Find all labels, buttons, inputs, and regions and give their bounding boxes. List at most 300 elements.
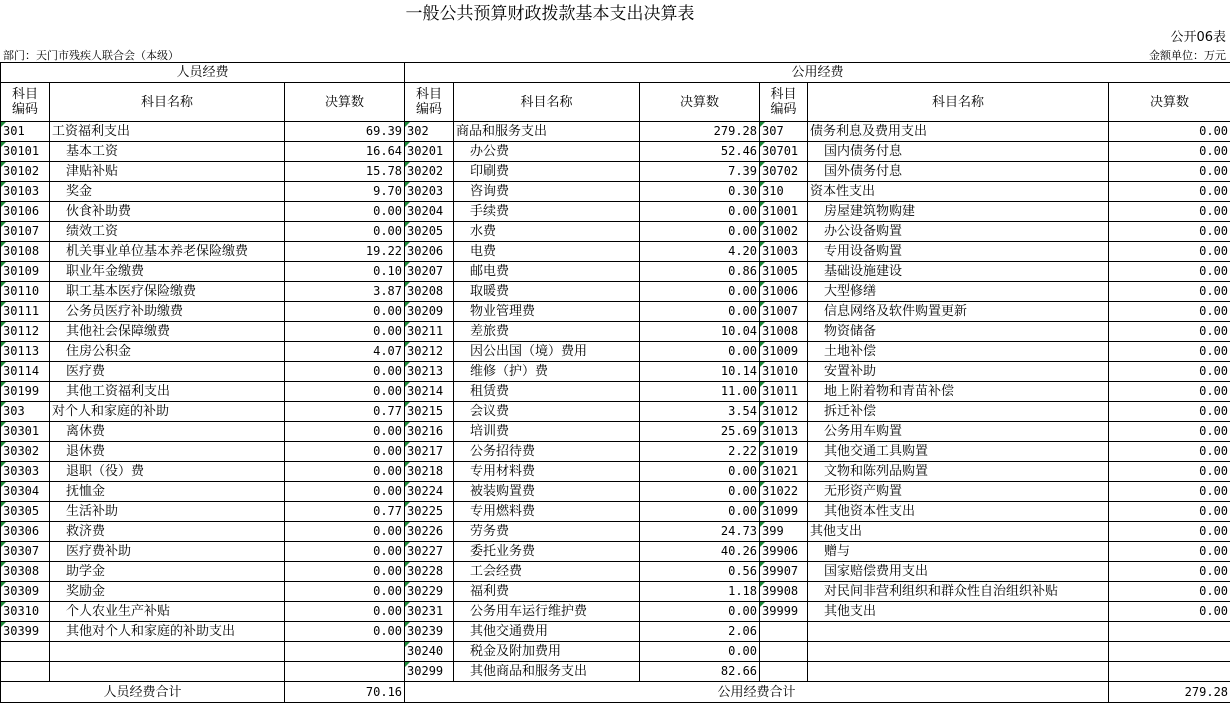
cell-name: 国内债务付息 [808,142,1109,162]
cell-code [760,622,808,642]
table-row [1,522,1230,542]
cell-amount: 10.14 [640,362,760,382]
cell-name: 生活补助 [50,502,285,522]
cell-name: 奖励金 [50,582,285,602]
cell-code: 31010 [760,362,808,382]
cell-code: 30212 [405,342,454,362]
cell-amount: 2.22 [640,442,760,462]
cell-amount: 0.00 [285,362,405,382]
cell-code: 31012 [760,402,808,422]
cell-amount: 0.00 [640,502,760,522]
cell-code: 30108 [1,242,50,262]
cell-name: 无形资产购置 [808,482,1109,502]
cell-amount: 0.00 [1109,382,1230,402]
cell-name: 离休费 [50,422,285,442]
cell-code: 31003 [760,242,808,262]
cell-name: 津贴补贴 [50,162,285,182]
cell-name: 因公出国（境）费用 [454,342,640,362]
cell-code: 30702 [760,162,808,182]
table-row [1,342,1230,362]
cell-code: 31019 [760,442,808,462]
personnel-total-amount: 70.16 [285,682,405,703]
cell-amount: 0.00 [1109,162,1230,182]
cell-amount: 0.00 [1109,262,1230,282]
cell-amount: 52.46 [640,142,760,162]
cell-amount: 0.00 [1109,582,1230,602]
cell-amount: 0.00 [285,582,405,602]
table-row [1,182,1230,202]
cell-code: 30205 [405,222,454,242]
cell-amount: 7.39 [640,162,760,182]
table-row [1,242,1230,262]
cell-code: 31002 [760,222,808,242]
cell-name: 委托业务费 [454,542,640,562]
cell-name: 机关事业单位基本养老保险缴费 [50,242,285,262]
column-header-amount: 决算数 [1109,83,1230,122]
cell-code: 30301 [1,422,50,442]
cell-amount: 0.00 [285,222,405,242]
cell-name [50,642,285,662]
personnel-header: 人员经费 [1,63,405,83]
cell-amount [285,642,405,662]
cell-name: 大型修缮 [808,282,1109,302]
cell-name: 退休费 [50,442,285,462]
cell-code: 30102 [1,162,50,182]
cell-amount: 0.56 [640,562,760,582]
cell-name: 咨询费 [454,182,640,202]
table-row [1,122,1230,142]
cell-name: 奖金 [50,182,285,202]
cell-amount: 40.26 [640,542,760,562]
cell-code: 30208 [405,282,454,302]
cell-name: 文物和陈列品购置 [808,462,1109,482]
cell-code: 39906 [760,542,808,562]
cell-code: 30302 [1,442,50,462]
cell-amount: 0.00 [1109,402,1230,422]
cell-code: 30106 [1,202,50,222]
cell-amount: 0.00 [285,302,405,322]
cell-code: 30299 [405,662,454,682]
cell-name: 基础设施建设 [808,262,1109,282]
cell-code: 31022 [760,482,808,502]
cell-name: 其他支出 [808,522,1109,542]
cell-code [1,642,50,662]
cell-name: 其他商品和服务支出 [454,662,640,682]
table-row [1,642,1230,662]
cell-name: 公务招待费 [454,442,640,462]
cell-amount: 0.86 [640,262,760,282]
cell-code: 30231 [405,602,454,622]
cell-amount: 0.00 [285,542,405,562]
table-row [1,142,1230,162]
cell-amount: 0.00 [640,642,760,662]
cell-name: 职工基本医疗保险缴费 [50,282,285,302]
cell-name: 办公费 [454,142,640,162]
cell-code: 30239 [405,622,454,642]
cell-name: 其他社会保障缴费 [50,322,285,342]
cell-code: 30201 [405,142,454,162]
cell-code: 303 [1,402,50,422]
cell-amount: 25.69 [640,422,760,442]
cell-amount: 15.78 [285,162,405,182]
cell-code: 30206 [405,242,454,262]
cell-amount: 0.00 [1109,182,1230,202]
cell-name [50,662,285,682]
table-row [1,462,1230,482]
cell-amount: 0.00 [285,442,405,462]
cell-amount: 0.00 [285,202,405,222]
cell-name: 退职（役）费 [50,462,285,482]
cell-amount: 0.00 [285,462,405,482]
table-row [1,222,1230,242]
cell-amount: 0.00 [640,282,760,302]
department-label: 部门：天门市残疾人联合会（本级） [3,49,179,62]
cell-amount: 0.00 [1109,602,1230,622]
cell-code: 30214 [405,382,454,402]
cell-name: 拆迁补偿 [808,402,1109,422]
cell-name: 物资储备 [808,322,1109,342]
cell-name: 工资福利支出 [50,122,285,142]
cell-name: 劳务费 [454,522,640,542]
cell-code: 30103 [1,182,50,202]
table-row [1,362,1230,382]
table-row [1,302,1230,322]
cell-code: 31011 [760,382,808,402]
cell-amount: 0.00 [1109,482,1230,502]
cell-code: 30229 [405,582,454,602]
cell-amount: 10.04 [640,322,760,342]
cell-code: 30309 [1,582,50,602]
cell-code: 31008 [760,322,808,342]
cell-code: 30211 [405,322,454,342]
table-row [1,562,1230,582]
column-header-amount: 决算数 [285,83,405,122]
cell-code [760,662,808,682]
cell-code: 30109 [1,262,50,282]
cell-code: 30217 [405,442,454,462]
cell-code: 30240 [405,642,454,662]
cell-code: 30305 [1,502,50,522]
table-row [1,622,1230,642]
cell-name: 培训费 [454,422,640,442]
cell-code: 39907 [760,562,808,582]
table-row [1,282,1230,302]
cell-name: 差旅费 [454,322,640,342]
cell-code: 30199 [1,382,50,402]
cell-code: 30112 [1,322,50,342]
cell-code: 30303 [1,462,50,482]
public-total-amount: 279.28 [1109,682,1230,703]
cell-name: 会议费 [454,402,640,422]
cell-amount: 0.00 [1109,122,1230,142]
cell-amount [1109,662,1230,682]
column-header-code: 科目 编码 [405,83,454,122]
cell-name: 住房公积金 [50,342,285,362]
column-header-name: 科目名称 [808,83,1109,122]
cell-code: 30227 [405,542,454,562]
cell-code: 30216 [405,422,454,442]
cell-name: 公务用车购置 [808,422,1109,442]
table-row [1,262,1230,282]
cell-code: 30111 [1,302,50,322]
column-header-code: 科目 编码 [760,83,808,122]
table-row [1,582,1230,602]
cell-name: 职业年金缴费 [50,262,285,282]
cell-name: 福利费 [454,582,640,602]
cell-amount: 0.00 [640,482,760,502]
table-row [1,662,1230,682]
cell-code: 30110 [1,282,50,302]
public-header: 公用经费 [405,63,1230,83]
cell-code: 30224 [405,482,454,502]
cell-name: 信息网络及软件购置更新 [808,302,1109,322]
cell-code: 39908 [760,582,808,602]
cell-amount: 0.00 [285,322,405,342]
cell-amount: 0.30 [640,182,760,202]
cell-amount: 24.73 [640,522,760,542]
cell-name: 其他对个人和家庭的补助支出 [50,622,285,642]
cell-code: 302 [405,122,454,142]
cell-code: 30114 [1,362,50,382]
personnel-total-label: 人员经费合计 [1,682,285,703]
cell-code: 30218 [405,462,454,482]
cell-name: 基本工资 [50,142,285,162]
table-row [1,482,1230,502]
table-row [1,542,1230,562]
cell-amount: 0.10 [285,262,405,282]
cell-amount: 0.00 [1109,422,1230,442]
cell-amount: 279.28 [640,122,760,142]
table-row [1,502,1230,522]
cell-name: 债务利息及费用支出 [808,122,1109,142]
cell-amount: 0.00 [1109,342,1230,362]
column-header-name: 科目名称 [454,83,640,122]
table-row [1,162,1230,182]
cell-amount: 0.00 [285,602,405,622]
cell-amount: 82.66 [640,662,760,682]
cell-code: 307 [760,122,808,142]
cell-name: 其他资本性支出 [808,502,1109,522]
cell-code: 30215 [405,402,454,422]
cell-amount: 3.54 [640,402,760,422]
cell-amount [1109,622,1230,642]
cell-amount: 0.00 [285,482,405,502]
table-row [1,422,1230,442]
cell-name: 其他交通费用 [454,622,640,642]
cell-amount: 0.00 [1109,362,1230,382]
cell-code: 30113 [1,342,50,362]
cell-amount: 0.00 [1109,322,1230,342]
cell-amount: 0.00 [640,222,760,242]
cell-amount: 0.77 [285,402,405,422]
cell-code: 30307 [1,542,50,562]
column-header-amount: 决算数 [640,83,760,122]
cell-name: 土地补偿 [808,342,1109,362]
cell-amount: 0.00 [1109,562,1230,582]
table-row [1,382,1230,402]
cell-code: 30203 [405,182,454,202]
cell-name: 商品和服务支出 [454,122,640,142]
cell-code: 30202 [405,162,454,182]
table-row [1,202,1230,222]
unit-label: 金额单位：万元 [1149,49,1226,62]
cell-amount: 0.00 [285,562,405,582]
cell-code: 30226 [405,522,454,542]
cell-code [1,662,50,682]
cell-code: 301 [1,122,50,142]
cell-name: 其他支出 [808,602,1109,622]
cell-name: 专用设备购置 [808,242,1109,262]
cell-amount: 0.00 [1109,522,1230,542]
cell-amount: 4.20 [640,242,760,262]
cell-name: 税金及附加费用 [454,642,640,662]
cell-code: 31007 [760,302,808,322]
cell-amount: 0.00 [640,602,760,622]
cell-name: 被装购置费 [454,482,640,502]
cell-name: 租赁费 [454,382,640,402]
cell-name: 物业管理费 [454,302,640,322]
cell-name: 维修（护）费 [454,362,640,382]
cell-name: 救济费 [50,522,285,542]
cell-code: 30399 [1,622,50,642]
cell-name: 邮电费 [454,262,640,282]
cell-code: 30304 [1,482,50,502]
cell-name: 专用材料费 [454,462,640,482]
cell-code: 31001 [760,202,808,222]
cell-name [808,642,1109,662]
form-number: 公开06表 [1170,30,1226,45]
cell-name: 资本性支出 [808,182,1109,202]
cell-amount: 0.00 [640,202,760,222]
cell-amount: 16.64 [285,142,405,162]
cell-amount: 0.00 [1109,202,1230,222]
cell-name: 赠与 [808,542,1109,562]
cell-code: 30310 [1,602,50,622]
cell-amount: 0.00 [1109,542,1230,562]
cell-code: 30207 [405,262,454,282]
cell-name: 手续费 [454,202,640,222]
cell-code: 31099 [760,502,808,522]
cell-code: 399 [760,522,808,542]
cell-code: 30701 [760,142,808,162]
cell-code: 30225 [405,502,454,522]
cell-code: 31021 [760,462,808,482]
cell-name: 公务员医疗补助缴费 [50,302,285,322]
cell-amount: 2.06 [640,622,760,642]
cell-amount: 0.00 [1109,502,1230,522]
cell-name: 工会经费 [454,562,640,582]
cell-name: 安置补助 [808,362,1109,382]
cell-amount: 0.00 [1109,242,1230,262]
cell-name: 其他交通工具购置 [808,442,1109,462]
cell-name [808,662,1109,682]
column-header-name: 科目名称 [50,83,285,122]
cell-amount: 1.18 [640,582,760,602]
cell-name: 伙食补助费 [50,202,285,222]
cell-name: 其他工资福利支出 [50,382,285,402]
cell-name: 地上附着物和青苗补偿 [808,382,1109,402]
cell-name: 专用燃料费 [454,502,640,522]
cell-code: 30101 [1,142,50,162]
cell-code: 39999 [760,602,808,622]
cell-code: 30308 [1,562,50,582]
table-row [1,602,1230,622]
cell-code: 31013 [760,422,808,442]
cell-code: 30209 [405,302,454,322]
cell-amount: 0.00 [285,522,405,542]
cell-amount: 0.00 [285,422,405,442]
cell-amount: 0.00 [285,382,405,402]
cell-code: 310 [760,182,808,202]
cell-code: 30107 [1,222,50,242]
cell-amount: 0.00 [1109,282,1230,302]
cell-amount: 0.00 [640,302,760,322]
cell-amount: 69.39 [285,122,405,142]
cell-name: 对个人和家庭的补助 [50,402,285,422]
cell-amount: 19.22 [285,242,405,262]
cell-amount: 9.70 [285,182,405,202]
cell-name: 国家赔偿费用支出 [808,562,1109,582]
cell-code: 31005 [760,262,808,282]
cell-name: 抚恤金 [50,482,285,502]
expenditure-table [0,62,1230,703]
cell-name [808,622,1109,642]
cell-name: 印刷费 [454,162,640,182]
page-title: 一般公共预算财政拨款基本支出决算表 [405,4,695,24]
cell-code: 31009 [760,342,808,362]
cell-amount: 3.87 [285,282,405,302]
cell-code [760,642,808,662]
public-total-label: 公用经费合计 [405,682,1109,703]
cell-name: 医疗费补助 [50,542,285,562]
cell-amount: 0.00 [1109,142,1230,162]
cell-amount: 0.00 [1109,222,1230,242]
cell-amount: 0.00 [285,622,405,642]
cell-code: 30228 [405,562,454,582]
table-row [1,402,1230,422]
cell-name: 房屋建筑物购建 [808,202,1109,222]
table-row [1,322,1230,342]
cell-amount: 0.00 [640,342,760,362]
cell-amount: 4.07 [285,342,405,362]
cell-name: 公务用车运行维护费 [454,602,640,622]
cell-name: 办公设备购置 [808,222,1109,242]
cell-name: 绩效工资 [50,222,285,242]
cell-amount: 0.00 [1109,442,1230,462]
column-header-code: 科目 编码 [1,83,50,122]
cell-name: 电费 [454,242,640,262]
cell-amount: 0.77 [285,502,405,522]
cell-code: 30204 [405,202,454,222]
cell-name: 医疗费 [50,362,285,382]
cell-amount: 0.00 [640,462,760,482]
cell-name: 国外债务付息 [808,162,1109,182]
cell-name: 个人农业生产补贴 [50,602,285,622]
cell-name: 助学金 [50,562,285,582]
cell-amount: 0.00 [1109,462,1230,482]
cell-name: 对民间非营利组织和群众性自治组织补贴 [808,582,1109,602]
cell-name: 水费 [454,222,640,242]
cell-amount [1109,642,1230,662]
cell-amount: 11.00 [640,382,760,402]
cell-code: 30213 [405,362,454,382]
cell-code: 31006 [760,282,808,302]
table-row [1,442,1230,462]
cell-code: 30306 [1,522,50,542]
cell-amount [285,662,405,682]
cell-amount: 0.00 [1109,302,1230,322]
cell-name: 取暖费 [454,282,640,302]
